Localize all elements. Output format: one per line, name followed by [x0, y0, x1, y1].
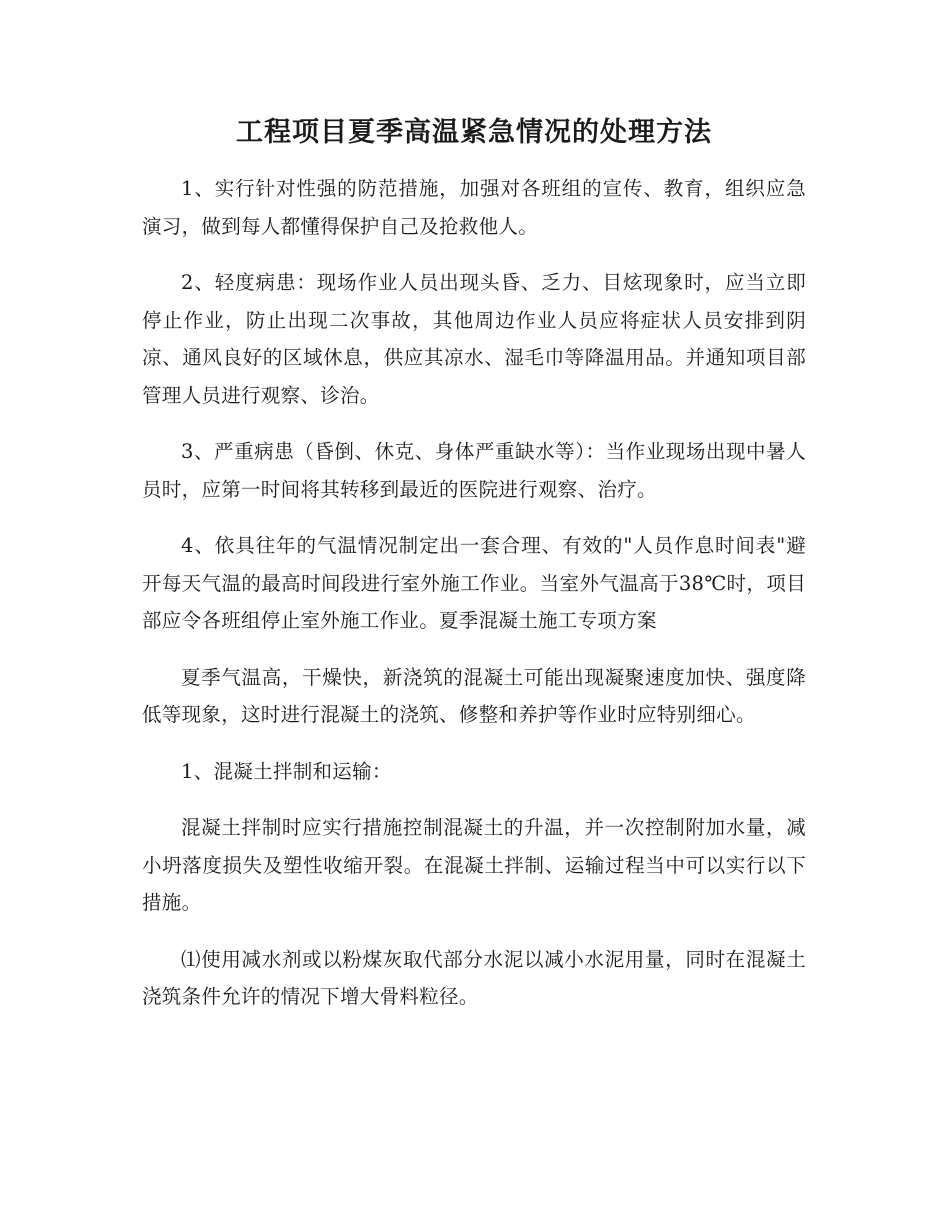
paragraph-3: 3、严重病患（昏倒、休克、身体严重缺水等）：当作业现场出现中暑人员时，应第一时间将其转移到最近的医院进行观察、治疗。: [142, 440, 806, 501]
paragraph-8: ⑴使用减水剂或以粉煤灰取代部分水泥以减小水泥用量，同时在混凝土浇筑条件允许的情况下增大骨料粒径。: [142, 947, 806, 1008]
paragraph-7: 混凝土拌制时应实行措施控制混凝土的升温，并一次控制附加水量，减小坍落度损失及塑性收缩开裂。在混凝土拌制、运输过程当中可以实行以下措施。: [142, 816, 806, 914]
document-title: 工程项目夏季高温紧急情况的处理方法: [236, 117, 712, 148]
paragraph-4: 4、依具往年的气温情况制定出一套合理、有效的"人员作息时间表"避开每天气温的最高时间段进行室外施工作业。当室外气温高于38℃时，项目部应令各班组停止室外施工作业。夏季混凝土施工专项方案: [142, 534, 806, 632]
document-page: [142, 108, 806, 1035]
paragraph-1: 1、实行针对性强的防范措施，加强对各班组的宣传、教育，组织应急演习，做到每人都懂得保护自己及抢救他人。: [142, 177, 806, 238]
paragraph-2: 2、轻度病患：现场作业人员出现头昏、乏力、目炫现象时，应当立即停止作业，防止出现二次事故，其他周边作业人员应将症状人员安排到阴凉、通风良好的区域休息，供应其凉水、湿毛巾等降温用品。并通知项目部管理人员进行观察、诊治。: [142, 271, 806, 407]
paragraph-5: 夏季气温高，干燥快，新浇筑的混凝土可能出现凝聚速度加快、强度降低等现象，这时进行混凝土的浇筑、修整和养护等作业时应特别细心。: [142, 665, 806, 726]
paragraph-6: 1、混凝土拌制和运输：: [181, 759, 392, 783]
